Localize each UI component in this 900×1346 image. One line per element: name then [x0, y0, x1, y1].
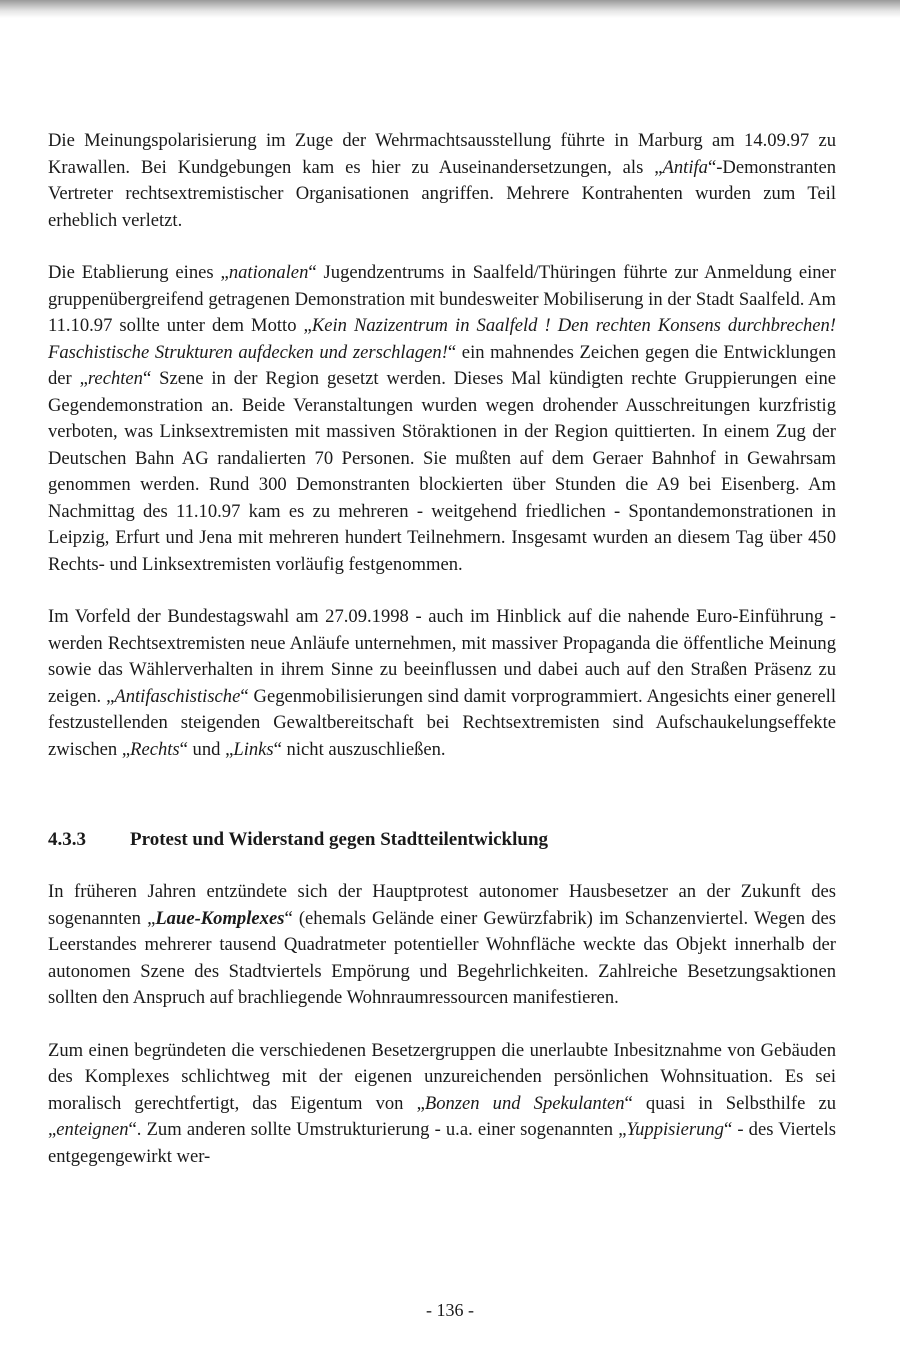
scan-edge [0, 0, 900, 18]
text-run: “ und „ [179, 738, 234, 760]
text-run: “ Jugendzentrums in Saalfeld/Thüringen führte zur Anmeldung einer gruppenübergreifend getragenen Demonstration mit bundesweiter Mobiliserung in der Stadt Saalfeld. Am 11.10.97 sollte unter dem Motto „ [48, 262, 836, 336]
section-after [48, 879, 836, 1170]
text-run: “ (ehemals Gelände einer Gewürzfabrik) im Schanzenviertel. Wegen des Leerstandes mehrerer tausend Quadratmeter potentieller Wohnfläche weckte das Objekt innerhalb der autonomen Szene des Stadtviertels Empörung und Begehrlichkeiten. Zahlreiche Besetzungsaktionen sollten den Anspruch auf brachliegende Wohnraumressourcen manifestieren. [48, 907, 837, 1008]
section-before [48, 128, 836, 763]
text-run: “ quasi in Selbsthilfe zu „ [48, 1092, 836, 1140]
paragraph [48, 879, 836, 1012]
emphasis-text: Bonzen und Spekulanten [424, 1092, 625, 1114]
section-number: 4.3.3 [48, 829, 86, 850]
text-run: Die Etablierung eines „ [48, 262, 229, 283]
paragraph [48, 128, 836, 234]
text-run: “-Demonstranten Vertreter rechtsextremistischer Organisationen angriffen. Mehrere Kontrahenten wurden zum Teil erheblich verletzt. [48, 156, 836, 231]
emphasis-text: Antifa [662, 156, 708, 178]
section-heading [48, 827, 836, 853]
paragraph [48, 1038, 836, 1171]
emphasis-text: rechten [87, 368, 143, 389]
text-run: “ nicht auszuschließen. [273, 738, 446, 760]
text-run: Zum einen begründeten die verschiedenen Besetzergruppen die unerlaubte Inbesitznahme von Gebäuden des Komplexes schlichtweg mit der eigenen unzureichenden persönlichen Wohnsituation. Es sei moralisch gerechtfertigt, das Eigentum von „ [48, 1039, 836, 1114]
page-number: - 136 - [426, 1300, 474, 1320]
text-run: In früheren Jahren entzündete sich der Hauptprotest autonomer Hausbesetzer an der Zukunft des sogenannten „ [48, 881, 836, 929]
emphasis-text: Yuppisierung [626, 1119, 724, 1140]
emphasis-text: Laue-Komplexes [155, 907, 285, 929]
text-run: Im Vorfeld der Bundestagswahl am 27.09.1998 - auch im Hinblick auf die nahende Euro-Einführung - werden Rechtsextremisten neue Anläufe unternehmen, mit massiver Propaganda die öffentliche Meinung sowie das Wählerverhalten in ihrem Sinne zu beeinflussen und dabei auch auf den Straßen Präsenz zu zeigen. „ [48, 606, 836, 707]
section-title: Protest und Widerstand gegen Stadtteilentwicklung [130, 829, 549, 850]
emphasis-text: Antifaschistische [114, 685, 241, 707]
text-run: “ ein mahnendes Zeichen gegen die Entwicklungen der „ [48, 341, 836, 389]
text-run: “ Szene in der Region gesetzt werden. Dieses Mal kündigten rechte Gruppierungen eine Gegendemonstration an. Beide Veranstaltungen wurden wegen drohender Ausschreitungen kurzfristig verboten, was Linksextremisten mit massiven Störaktionen in der Region quittierten. In einem Zug der Deutschen Bahn AG randalierten 70 Personen. Sie mußten auf dem Geraer Bahnhof in Gewahrsam genommen werden. Rund 300 Demonstranten blockierten über Stunden die A9 bei Eisenberg. Am Nachmittag des 11.10.97 kam es zu mehreren - weitgehend friedlichen - Spontandemonstrationen in Leipzig, Erfurt und Jena mit mehreren hundert Teilnehmern. Insgesamt wurden an diesem Tag über 450 Rechts- und Linksextremisten vorläufig festgenommen. [48, 368, 836, 575]
text-run: “ Gegenmobilisierungen sind damit vorprogrammiert. Angesichts einer generell festzustellenden steigenden Gewaltbereitschaft bei Rechtsextremisten sind Aufschaukelungseffekte zwischen „ [48, 685, 836, 760]
text-run: “. Zum anderen sollte Umstrukturierung - u.a. einer sogenannten „ [128, 1119, 627, 1140]
emphasis-text: enteignen [56, 1119, 129, 1140]
text-run: Die Meinungspolarisierung im Zuge der Wehrmachtsausstellung führte in Marburg am 14.09.97 zu Krawallen. Bei Kundgebungen kam es hier zu Auseinandersetzungen, als „ [48, 130, 836, 178]
emphasis-text: Rechts [130, 738, 180, 760]
emphasis-text: Links [233, 738, 274, 760]
paragraph [48, 260, 836, 578]
emphasis-text: nationalen [228, 262, 309, 283]
emphasis-text: Kein Nazizentrum in Saalfeld ! Den rechten Konsens durchbrechen! Faschistische Strukturen aufdecken und zerschlagen! [48, 315, 837, 363]
paragraph [48, 604, 836, 763]
text-run: “ - des Viertels entgegengewirkt wer- [48, 1119, 836, 1167]
document-page [48, 128, 836, 1170]
